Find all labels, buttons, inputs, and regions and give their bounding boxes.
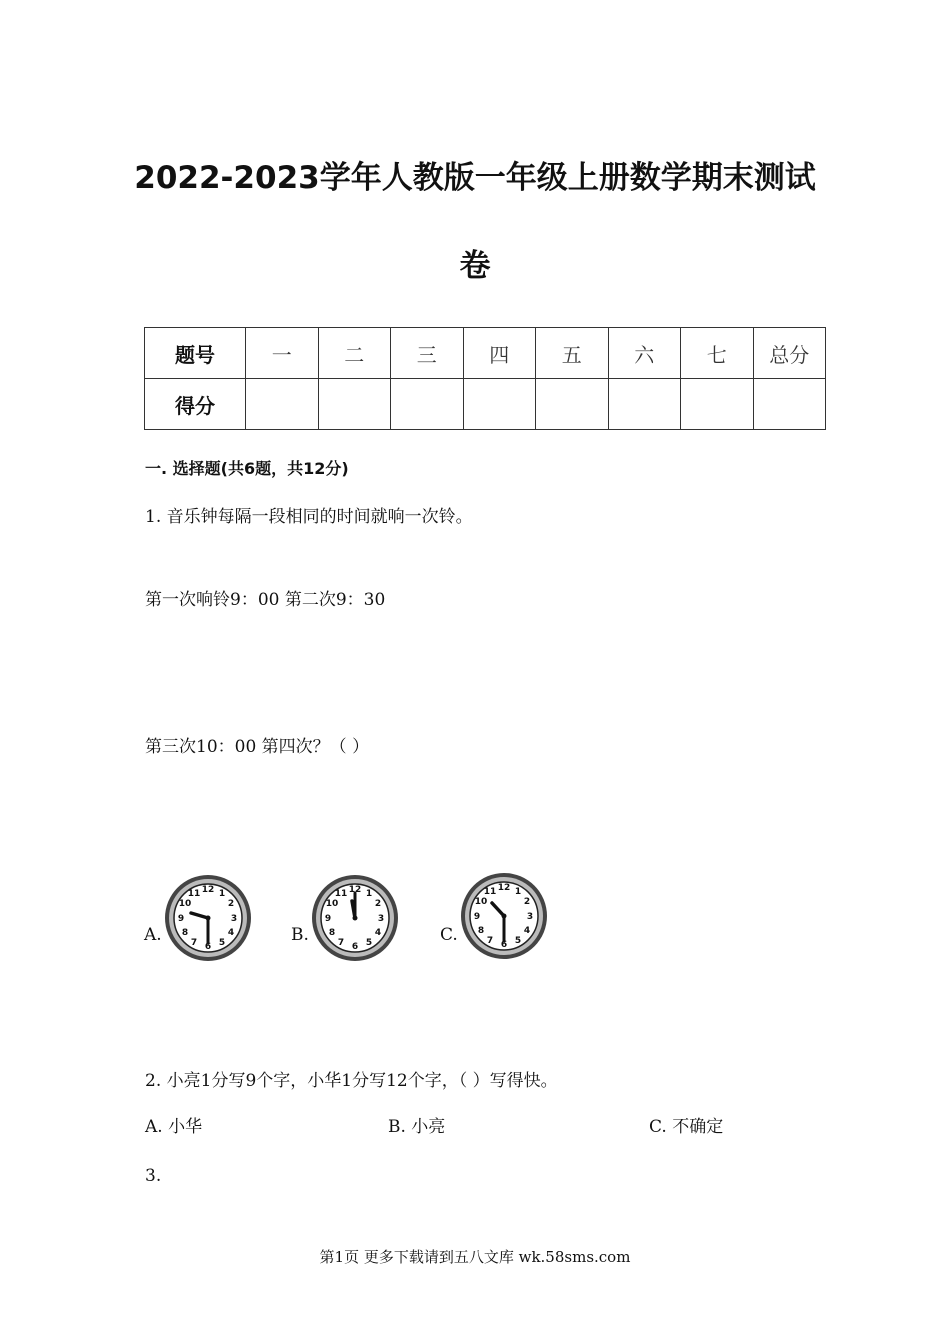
svg-text:8: 8 xyxy=(328,928,336,938)
q2-option-c: C. 不确定 xyxy=(649,1117,724,1137)
svg-text:8: 8 xyxy=(477,926,485,936)
section-heading: 一. 选择题(共6题，共12分) xyxy=(145,459,349,478)
svg-text:2: 2 xyxy=(227,899,235,909)
svg-text:5: 5 xyxy=(514,936,522,946)
svg-text:7: 7 xyxy=(337,938,345,948)
score-table-col-3: 三 xyxy=(391,328,464,379)
document-title-line2: 卷 xyxy=(459,248,491,284)
svg-text:3: 3 xyxy=(526,912,534,922)
svg-text:7: 7 xyxy=(486,936,494,946)
q2-option-a: A. 小华 xyxy=(145,1117,203,1137)
svg-text:2: 2 xyxy=(523,897,531,907)
svg-text:4: 4 xyxy=(227,928,235,938)
svg-text:5: 5 xyxy=(218,938,226,948)
score-cell xyxy=(463,379,536,430)
svg-text:12: 12 xyxy=(201,885,215,895)
score-table xyxy=(144,327,826,430)
score-cell xyxy=(391,379,464,430)
svg-text:2: 2 xyxy=(374,899,382,909)
page-footer: 第1页 更多下载请到五八文库 wk.58sms.com xyxy=(319,1248,631,1266)
score-cell xyxy=(318,379,391,430)
question-2-stem: 2. 小亮1分写9个字，小华1分写12个字，（ ）写得快。 xyxy=(145,1071,558,1091)
document-title-line1: 2022-2023学年人教版一年级上册数学期末测试 xyxy=(134,160,816,196)
question-3-stem: 3. xyxy=(145,1166,162,1186)
svg-text:11: 11 xyxy=(334,889,348,899)
score-cell xyxy=(753,379,826,430)
svg-text:10: 10 xyxy=(325,899,339,909)
svg-text:11: 11 xyxy=(187,889,201,899)
svg-text:9: 9 xyxy=(473,912,481,922)
svg-text:4: 4 xyxy=(374,928,382,938)
svg-text:12: 12 xyxy=(497,883,511,893)
question-1-line2: 第一次响铃9：00 第二次9：30 xyxy=(145,590,386,610)
svg-text:1: 1 xyxy=(365,889,373,899)
score-cell xyxy=(608,379,681,430)
svg-text:12: 12 xyxy=(348,885,362,895)
score-table-col-7: 七 xyxy=(681,328,754,379)
q1-option-c-label: C. xyxy=(440,925,458,945)
svg-text:6: 6 xyxy=(204,942,212,952)
score-cell xyxy=(536,379,609,430)
svg-text:5: 5 xyxy=(365,938,373,948)
score-table-col-total: 总分 xyxy=(753,328,826,379)
score-table-col-5: 五 xyxy=(536,328,609,379)
q2-option-b: B. 小亮 xyxy=(388,1117,446,1137)
svg-text:10: 10 xyxy=(474,897,488,907)
score-table-header-row xyxy=(145,328,826,379)
svg-text:1: 1 xyxy=(218,889,226,899)
score-table-col-4: 四 xyxy=(463,328,536,379)
question-1-line3: 第三次10：00 第四次？（ ） xyxy=(145,737,370,757)
score-table-score-label: 得分 xyxy=(145,379,246,430)
q1-option-a-label: A. xyxy=(144,925,162,945)
score-table-col-6: 六 xyxy=(608,328,681,379)
clock-icon-option-c xyxy=(459,871,549,961)
svg-text:1: 1 xyxy=(514,887,522,897)
svg-text:6: 6 xyxy=(351,942,359,952)
svg-text:9: 9 xyxy=(177,914,185,924)
svg-text:10: 10 xyxy=(178,899,192,909)
svg-text:3: 3 xyxy=(230,914,238,924)
svg-text:8: 8 xyxy=(181,928,189,938)
clock-icon-option-b xyxy=(310,873,400,963)
score-table-score-row xyxy=(145,379,826,430)
score-table-col-1: 一 xyxy=(246,328,319,379)
svg-text:4: 4 xyxy=(523,926,531,936)
clock-icon-option-a xyxy=(163,873,253,963)
q1-option-b-label: B. xyxy=(291,925,309,945)
score-cell xyxy=(681,379,754,430)
score-table-header-label: 题号 xyxy=(145,328,246,379)
score-table-col-2: 二 xyxy=(318,328,391,379)
svg-text:11: 11 xyxy=(483,887,497,897)
svg-text:6: 6 xyxy=(500,940,508,950)
svg-text:3: 3 xyxy=(377,914,385,924)
score-cell xyxy=(246,379,319,430)
svg-text:9: 9 xyxy=(324,914,332,924)
svg-text:7: 7 xyxy=(190,938,198,948)
question-1-stem: 1. 音乐钟每隔一段相同的时间就响一次铃。 xyxy=(145,507,473,527)
